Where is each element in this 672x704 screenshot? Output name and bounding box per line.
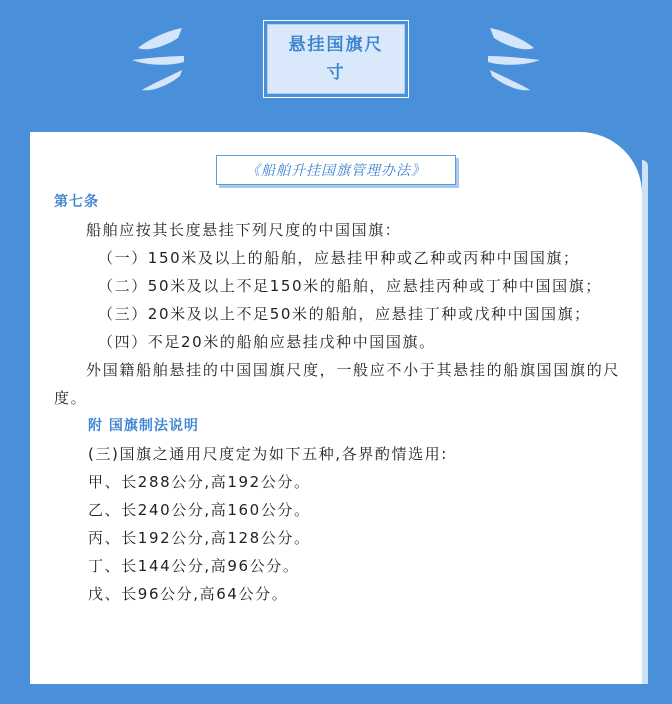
list-item: 丙、长192公分,高128公分。 <box>88 529 311 547</box>
list-item: 戊、长96公分,高64公分。 <box>88 585 289 603</box>
list-item: 丁、长144公分,高96公分。 <box>88 557 300 575</box>
list-item: （四）不足20米的船舶应悬挂戊种中国国旗。 <box>98 333 436 351</box>
water-drop-cluster-icon <box>486 18 546 98</box>
section-heading: 附 国旗制法说明 <box>88 418 199 434</box>
water-drop-cluster-icon <box>126 18 186 98</box>
page-title-box <box>263 20 409 98</box>
document-body <box>54 188 620 608</box>
list-item: 乙、长240公分,高160公分。 <box>88 501 311 519</box>
paragraph: 外国籍船舶悬挂的中国国旗尺度，一般应不小于其悬挂的船旗国国旗的尺度。 <box>54 361 620 407</box>
list-item: 甲、长288公分,高192公分。 <box>88 473 311 491</box>
list-item: （二）50米及以上不足150米的船舶，应悬挂丙种或丁种中国国旗； <box>98 277 602 295</box>
page-title: 悬挂国旗尺寸 <box>267 24 405 94</box>
document-title: 《船舶升挂国旗管理办法》 <box>216 155 456 185</box>
list-item: （一）150米及以上的船舶，应悬挂甲种或乙种或丙种中国国旗； <box>98 249 580 267</box>
list-item: （三）20米及以上不足50米的船舶，应悬挂丁种或戊种中国国旗； <box>98 305 591 323</box>
article-heading: 第七条 <box>54 194 99 210</box>
paragraph: 船舶应按其长度悬挂下列尺度的中国国旗： <box>86 221 402 239</box>
card-edge-accent <box>642 160 648 684</box>
paragraph: (三)国旗之通用尺度定为如下五种,各界酌情选用: <box>88 445 448 463</box>
